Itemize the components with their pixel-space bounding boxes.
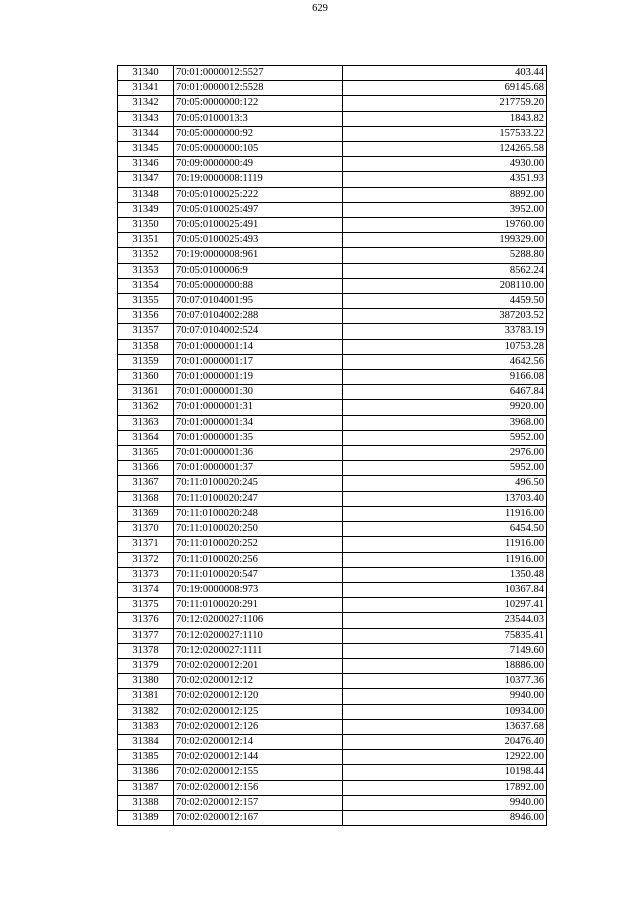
- value-cell: 217759.20: [343, 96, 547, 111]
- cadastral-number-cell: 70:01:0000001:37: [174, 461, 343, 476]
- value-cell: 11916.00: [343, 537, 547, 552]
- table-row: [118, 719, 547, 734]
- table-row: [118, 354, 547, 369]
- row-number-cell: 31382: [118, 704, 174, 719]
- cadastral-number-cell: 70:07:0104001:95: [174, 294, 343, 309]
- cadastral-number-cell: 70:11:0100020:291: [174, 598, 343, 613]
- row-number-cell: 31374: [118, 582, 174, 597]
- row-number-cell: 31388: [118, 795, 174, 810]
- table-row: [118, 476, 547, 491]
- cadastral-number-cell: 70:11:0100020:245: [174, 476, 343, 491]
- value-cell: 11916.00: [343, 552, 547, 567]
- table-row: [118, 810, 547, 825]
- value-cell: 124265.58: [343, 142, 547, 157]
- table-row: [118, 111, 547, 126]
- table-row: [118, 172, 547, 187]
- value-cell: 17892.00: [343, 780, 547, 795]
- row-number-cell: 31362: [118, 400, 174, 415]
- value-cell: 18886.00: [343, 658, 547, 673]
- table-row: [118, 582, 547, 597]
- row-number-cell: 31342: [118, 96, 174, 111]
- row-number-cell: 31381: [118, 689, 174, 704]
- table-row: [118, 142, 547, 157]
- value-cell: 10753.28: [343, 339, 547, 354]
- value-cell: 11916.00: [343, 506, 547, 521]
- row-number-cell: 31365: [118, 446, 174, 461]
- value-cell: 10198.44: [343, 765, 547, 780]
- table-row: [118, 734, 547, 749]
- cadastral-number-cell: 70:01:0000001:19: [174, 370, 343, 385]
- table-row: [118, 202, 547, 217]
- row-number-cell: 31364: [118, 430, 174, 445]
- cadastral-number-cell: 70:11:0100020:248: [174, 506, 343, 521]
- table-row: [118, 324, 547, 339]
- cadastral-number-cell: 70:05:0000000:122: [174, 96, 343, 111]
- table-row: [118, 218, 547, 233]
- table-row: [118, 294, 547, 309]
- cadastral-number-cell: 70:02:0200012:157: [174, 795, 343, 810]
- row-number-cell: 31372: [118, 552, 174, 567]
- row-number-cell: 31373: [118, 567, 174, 582]
- row-number-cell: 31375: [118, 598, 174, 613]
- value-cell: 75835.41: [343, 628, 547, 643]
- table-row: [118, 689, 547, 704]
- row-number-cell: 31371: [118, 537, 174, 552]
- row-number-cell: 31387: [118, 780, 174, 795]
- cadastral-number-cell: 70:11:0100020:547: [174, 567, 343, 582]
- row-number-cell: 31359: [118, 354, 174, 369]
- cadastral-number-cell: 70:02:0200012:155: [174, 765, 343, 780]
- table-row: [118, 780, 547, 795]
- table-row: [118, 126, 547, 141]
- table-row: [118, 628, 547, 643]
- table-row: [118, 522, 547, 537]
- cadastral-number-cell: 70:11:0100020:256: [174, 552, 343, 567]
- cadastral-number-cell: 70:02:0200012:156: [174, 780, 343, 795]
- row-number-cell: 31355: [118, 294, 174, 309]
- cadastral-number-cell: 70:05:0100025:497: [174, 202, 343, 217]
- cadastral-number-cell: 70:19:0000008:1119: [174, 172, 343, 187]
- table-row: [118, 370, 547, 385]
- value-cell: 4642.56: [343, 354, 547, 369]
- table-row: [118, 795, 547, 810]
- cadastral-number-cell: 70:01:0000012:5528: [174, 81, 343, 96]
- cadastral-number-cell: 70:19:0000008:973: [174, 582, 343, 597]
- row-number-cell: 31358: [118, 339, 174, 354]
- value-cell: 387203.52: [343, 309, 547, 324]
- cadastral-number-cell: 70:11:0100020:250: [174, 522, 343, 537]
- cadastral-number-cell: 70:11:0100020:252: [174, 537, 343, 552]
- row-number-cell: 31366: [118, 461, 174, 476]
- row-number-cell: 31345: [118, 142, 174, 157]
- table-row: [118, 309, 547, 324]
- value-cell: 4930.00: [343, 157, 547, 172]
- table-row: [118, 674, 547, 689]
- value-cell: 6467.84: [343, 385, 547, 400]
- table-row: [118, 598, 547, 613]
- row-number-cell: 31352: [118, 248, 174, 263]
- row-number-cell: 31353: [118, 263, 174, 278]
- row-number-cell: 31340: [118, 66, 174, 81]
- row-number-cell: 31351: [118, 233, 174, 248]
- row-number-cell: 31349: [118, 202, 174, 217]
- row-number-cell: 31363: [118, 415, 174, 430]
- row-number-cell: 31344: [118, 126, 174, 141]
- value-cell: 8892.00: [343, 187, 547, 202]
- row-number-cell: 31389: [118, 810, 174, 825]
- row-number-cell: 31367: [118, 476, 174, 491]
- cadastral-number-cell: 70:12:0200027:1111: [174, 643, 343, 658]
- table-row: [118, 491, 547, 506]
- table-row: [118, 750, 547, 765]
- value-cell: 5288.80: [343, 248, 547, 263]
- cadastral-number-cell: 70:02:0200012:201: [174, 658, 343, 673]
- table-row: [118, 704, 547, 719]
- value-cell: 7149.60: [343, 643, 547, 658]
- table-row: [118, 506, 547, 521]
- table-row: [118, 415, 547, 430]
- table-row: [118, 66, 547, 81]
- table-row: [118, 537, 547, 552]
- value-cell: 13703.40: [343, 491, 547, 506]
- table-row: [118, 430, 547, 445]
- value-cell: 496.50: [343, 476, 547, 491]
- row-number-cell: 31368: [118, 491, 174, 506]
- row-number-cell: 31385: [118, 750, 174, 765]
- cadastral-number-cell: 70:01:0000001:36: [174, 446, 343, 461]
- value-cell: 12922.00: [343, 750, 547, 765]
- cadastral-number-cell: 70:05:0100013:3: [174, 111, 343, 126]
- table-row: [118, 613, 547, 628]
- table-body: [118, 66, 547, 826]
- row-number-cell: 31383: [118, 719, 174, 734]
- table-row: [118, 339, 547, 354]
- page-number: 629: [312, 3, 328, 14]
- cadastral-number-cell: 70:05:0000000:88: [174, 278, 343, 293]
- cadastral-number-cell: 70:02:0200012:14: [174, 734, 343, 749]
- cadastral-number-cell: 70:11:0100020:247: [174, 491, 343, 506]
- cadastral-number-cell: 70:02:0200012:12: [174, 674, 343, 689]
- table-row: [118, 187, 547, 202]
- cadastral-number-cell: 70:01:0000001:30: [174, 385, 343, 400]
- cadastral-number-cell: 70:01:0000001:31: [174, 400, 343, 415]
- table-row: [118, 400, 547, 415]
- value-cell: 10297.41: [343, 598, 547, 613]
- cadastral-number-cell: 70:05:0100025:222: [174, 187, 343, 202]
- cadastral-number-cell: 70:05:0100025:491: [174, 218, 343, 233]
- row-number-cell: 31379: [118, 658, 174, 673]
- row-number-cell: 31341: [118, 81, 174, 96]
- cadastral-number-cell: 70:01:0000001:35: [174, 430, 343, 445]
- table-row: [118, 461, 547, 476]
- row-number-cell: 31376: [118, 613, 174, 628]
- cadastral-number-cell: 70:09:0000000:49: [174, 157, 343, 172]
- value-cell: 10377.36: [343, 674, 547, 689]
- cadastral-number-cell: 70:07:0104002:524: [174, 324, 343, 339]
- table-row: [118, 643, 547, 658]
- row-number-cell: 31369: [118, 506, 174, 521]
- cadastral-number-cell: 70:07:0104002:288: [174, 309, 343, 324]
- value-cell: 4459.50: [343, 294, 547, 309]
- value-cell: 157533.22: [343, 126, 547, 141]
- cadastral-number-cell: 70:19:0000008:961: [174, 248, 343, 263]
- value-cell: 8562.24: [343, 263, 547, 278]
- value-cell: 3968.00: [343, 415, 547, 430]
- row-number-cell: 31378: [118, 643, 174, 658]
- value-cell: 403.44: [343, 66, 547, 81]
- value-cell: 199329.00: [343, 233, 547, 248]
- value-cell: 9920.00: [343, 400, 547, 415]
- value-cell: 9166.08: [343, 370, 547, 385]
- cadastral-number-cell: 70:12:0200027:1110: [174, 628, 343, 643]
- value-cell: 69145.68: [343, 81, 547, 96]
- value-cell: 13637.68: [343, 719, 547, 734]
- value-cell: 4351.93: [343, 172, 547, 187]
- value-cell: 23544.03: [343, 613, 547, 628]
- value-cell: 10934.00: [343, 704, 547, 719]
- table-row: [118, 552, 547, 567]
- row-number-cell: 31356: [118, 309, 174, 324]
- cadastral-number-cell: 70:02:0200012:126: [174, 719, 343, 734]
- table-row: [118, 385, 547, 400]
- row-number-cell: 31384: [118, 734, 174, 749]
- row-number-cell: 31357: [118, 324, 174, 339]
- value-cell: 208110.00: [343, 278, 547, 293]
- value-cell: 1350.48: [343, 567, 547, 582]
- table-row: [118, 248, 547, 263]
- cadastral-number-cell: 70:02:0200012:167: [174, 810, 343, 825]
- cadastral-number-cell: 70:01:0000001:14: [174, 339, 343, 354]
- row-number-cell: 31346: [118, 157, 174, 172]
- value-cell: 6454.50: [343, 522, 547, 537]
- cadastral-number-cell: 70:05:0100025:493: [174, 233, 343, 248]
- row-number-cell: 31354: [118, 278, 174, 293]
- table-row: [118, 157, 547, 172]
- table-row: [118, 765, 547, 780]
- table-row: [118, 233, 547, 248]
- value-cell: 20476.40: [343, 734, 547, 749]
- table-row: [118, 278, 547, 293]
- cadastral-number-cell: 70:01:0000001:17: [174, 354, 343, 369]
- table-row: [118, 263, 547, 278]
- row-number-cell: 31343: [118, 111, 174, 126]
- cadastral-number-cell: 70:01:0000001:34: [174, 415, 343, 430]
- row-number-cell: 31361: [118, 385, 174, 400]
- cadastral-number-cell: 70:05:0100006:9: [174, 263, 343, 278]
- cadastral-number-cell: 70:05:0000000:105: [174, 142, 343, 157]
- table-row: [118, 81, 547, 96]
- row-number-cell: 31360: [118, 370, 174, 385]
- table-row: [118, 658, 547, 673]
- row-number-cell: 31348: [118, 187, 174, 202]
- row-number-cell: 31380: [118, 674, 174, 689]
- row-number-cell: 31377: [118, 628, 174, 643]
- value-cell: 19760.00: [343, 218, 547, 233]
- value-cell: 3952.00: [343, 202, 547, 217]
- cadastral-number-cell: 70:05:0000000:92: [174, 126, 343, 141]
- value-cell: 1843.82: [343, 111, 547, 126]
- cadastral-value-table: [117, 65, 547, 826]
- value-cell: 5952.00: [343, 430, 547, 445]
- value-cell: 9940.00: [343, 689, 547, 704]
- value-cell: 10367.84: [343, 582, 547, 597]
- value-cell: 9940.00: [343, 795, 547, 810]
- row-number-cell: 31347: [118, 172, 174, 187]
- table-row: [118, 446, 547, 461]
- cadastral-number-cell: 70:12:0200027:1106: [174, 613, 343, 628]
- table-row: [118, 567, 547, 582]
- cadastral-number-cell: 70:02:0200012:120: [174, 689, 343, 704]
- value-cell: 33783.19: [343, 324, 547, 339]
- value-cell: 8946.00: [343, 810, 547, 825]
- cadastral-number-cell: 70:02:0200012:144: [174, 750, 343, 765]
- cadastral-number-cell: 70:01:0000012:5527: [174, 66, 343, 81]
- row-number-cell: 31386: [118, 765, 174, 780]
- row-number-cell: 31350: [118, 218, 174, 233]
- value-cell: 2976.00: [343, 446, 547, 461]
- value-cell: 5952.00: [343, 461, 547, 476]
- row-number-cell: 31370: [118, 522, 174, 537]
- table-row: [118, 96, 547, 111]
- cadastral-number-cell: 70:02:0200012:125: [174, 704, 343, 719]
